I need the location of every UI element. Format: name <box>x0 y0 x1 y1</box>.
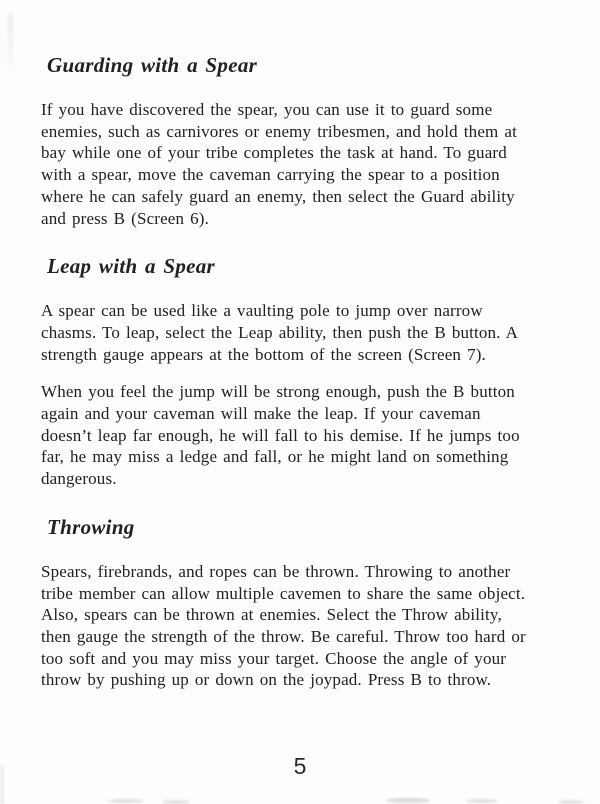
page-number: 5 <box>293 753 307 779</box>
text-line: When you feel the jump will be strong enough, push the B button <box>41 382 515 402</box>
paragraph <box>41 561 571 691</box>
scan-artifact-streak <box>0 766 4 804</box>
text-line: dangerous. <box>41 469 117 489</box>
section-heading-throwing: Throwing <box>47 514 135 539</box>
text-line: bay while one of your tribe completes the task at hand. To guard <box>41 143 507 163</box>
scan-artifact-smudge <box>108 799 144 803</box>
page-content <box>41 52 571 691</box>
text-line: and press B (Screen 6). <box>41 208 209 228</box>
scan-artifact-smudge <box>558 800 584 804</box>
section-heading-guarding: Guarding with a Spear <box>47 53 258 77</box>
text-line: doesn’t leap far enough, he will fall to his demise. If he jumps too <box>41 425 520 445</box>
scan-artifact-smudge <box>386 798 430 803</box>
text-line: If you have discovered the spear, you can use it to guard some <box>41 100 493 119</box>
text-line: strength gauge appears at the bottom of the screen (Screen 7). <box>41 344 486 364</box>
text-line: too soft and you may miss your target. Choose the angle of your <box>41 648 507 668</box>
scan-artifact-smudge <box>466 799 498 803</box>
paragraph <box>41 381 571 490</box>
text-line: where he can safely guard an enemy, then select the Guard ability <box>41 186 515 206</box>
text-line: throw by pushing up or down on the joypad. Press B to throw. <box>41 670 492 690</box>
text-line: Also, spears can be thrown at enemies. Select the Throw ability, <box>41 605 502 625</box>
text-line: again and your caveman will make the leap. If your caveman <box>41 404 481 424</box>
text-line: tribe member can allow multiple cavemen to share the same object. <box>41 583 526 603</box>
text-line: chasms. To leap, select the Leap ability, then push the B button. A <box>41 322 519 342</box>
scan-artifact-streak <box>8 13 13 67</box>
text-line: Spears, firebrands, and ropes can be thrown. Throwing to another <box>41 561 511 581</box>
text-line: A spear can be used like a vaulting pole to jump over narrow <box>41 301 483 321</box>
text-line: enemies, such as carnivores or enemy tribesmen, and hold them at <box>41 121 517 141</box>
section-heading-leap: Leap with a Spear <box>47 254 216 279</box>
scan-artifact-smudge <box>162 800 190 804</box>
paragraph <box>41 99 571 229</box>
text-line: far, he may miss a ledge and fall, or he might land on something <box>41 447 509 467</box>
paragraph <box>41 300 571 365</box>
text-line: with a spear, move the caveman carrying the spear to a position <box>41 165 500 185</box>
text-line: then gauge the strength of the throw. Be careful. Throw too hard or <box>41 626 526 646</box>
